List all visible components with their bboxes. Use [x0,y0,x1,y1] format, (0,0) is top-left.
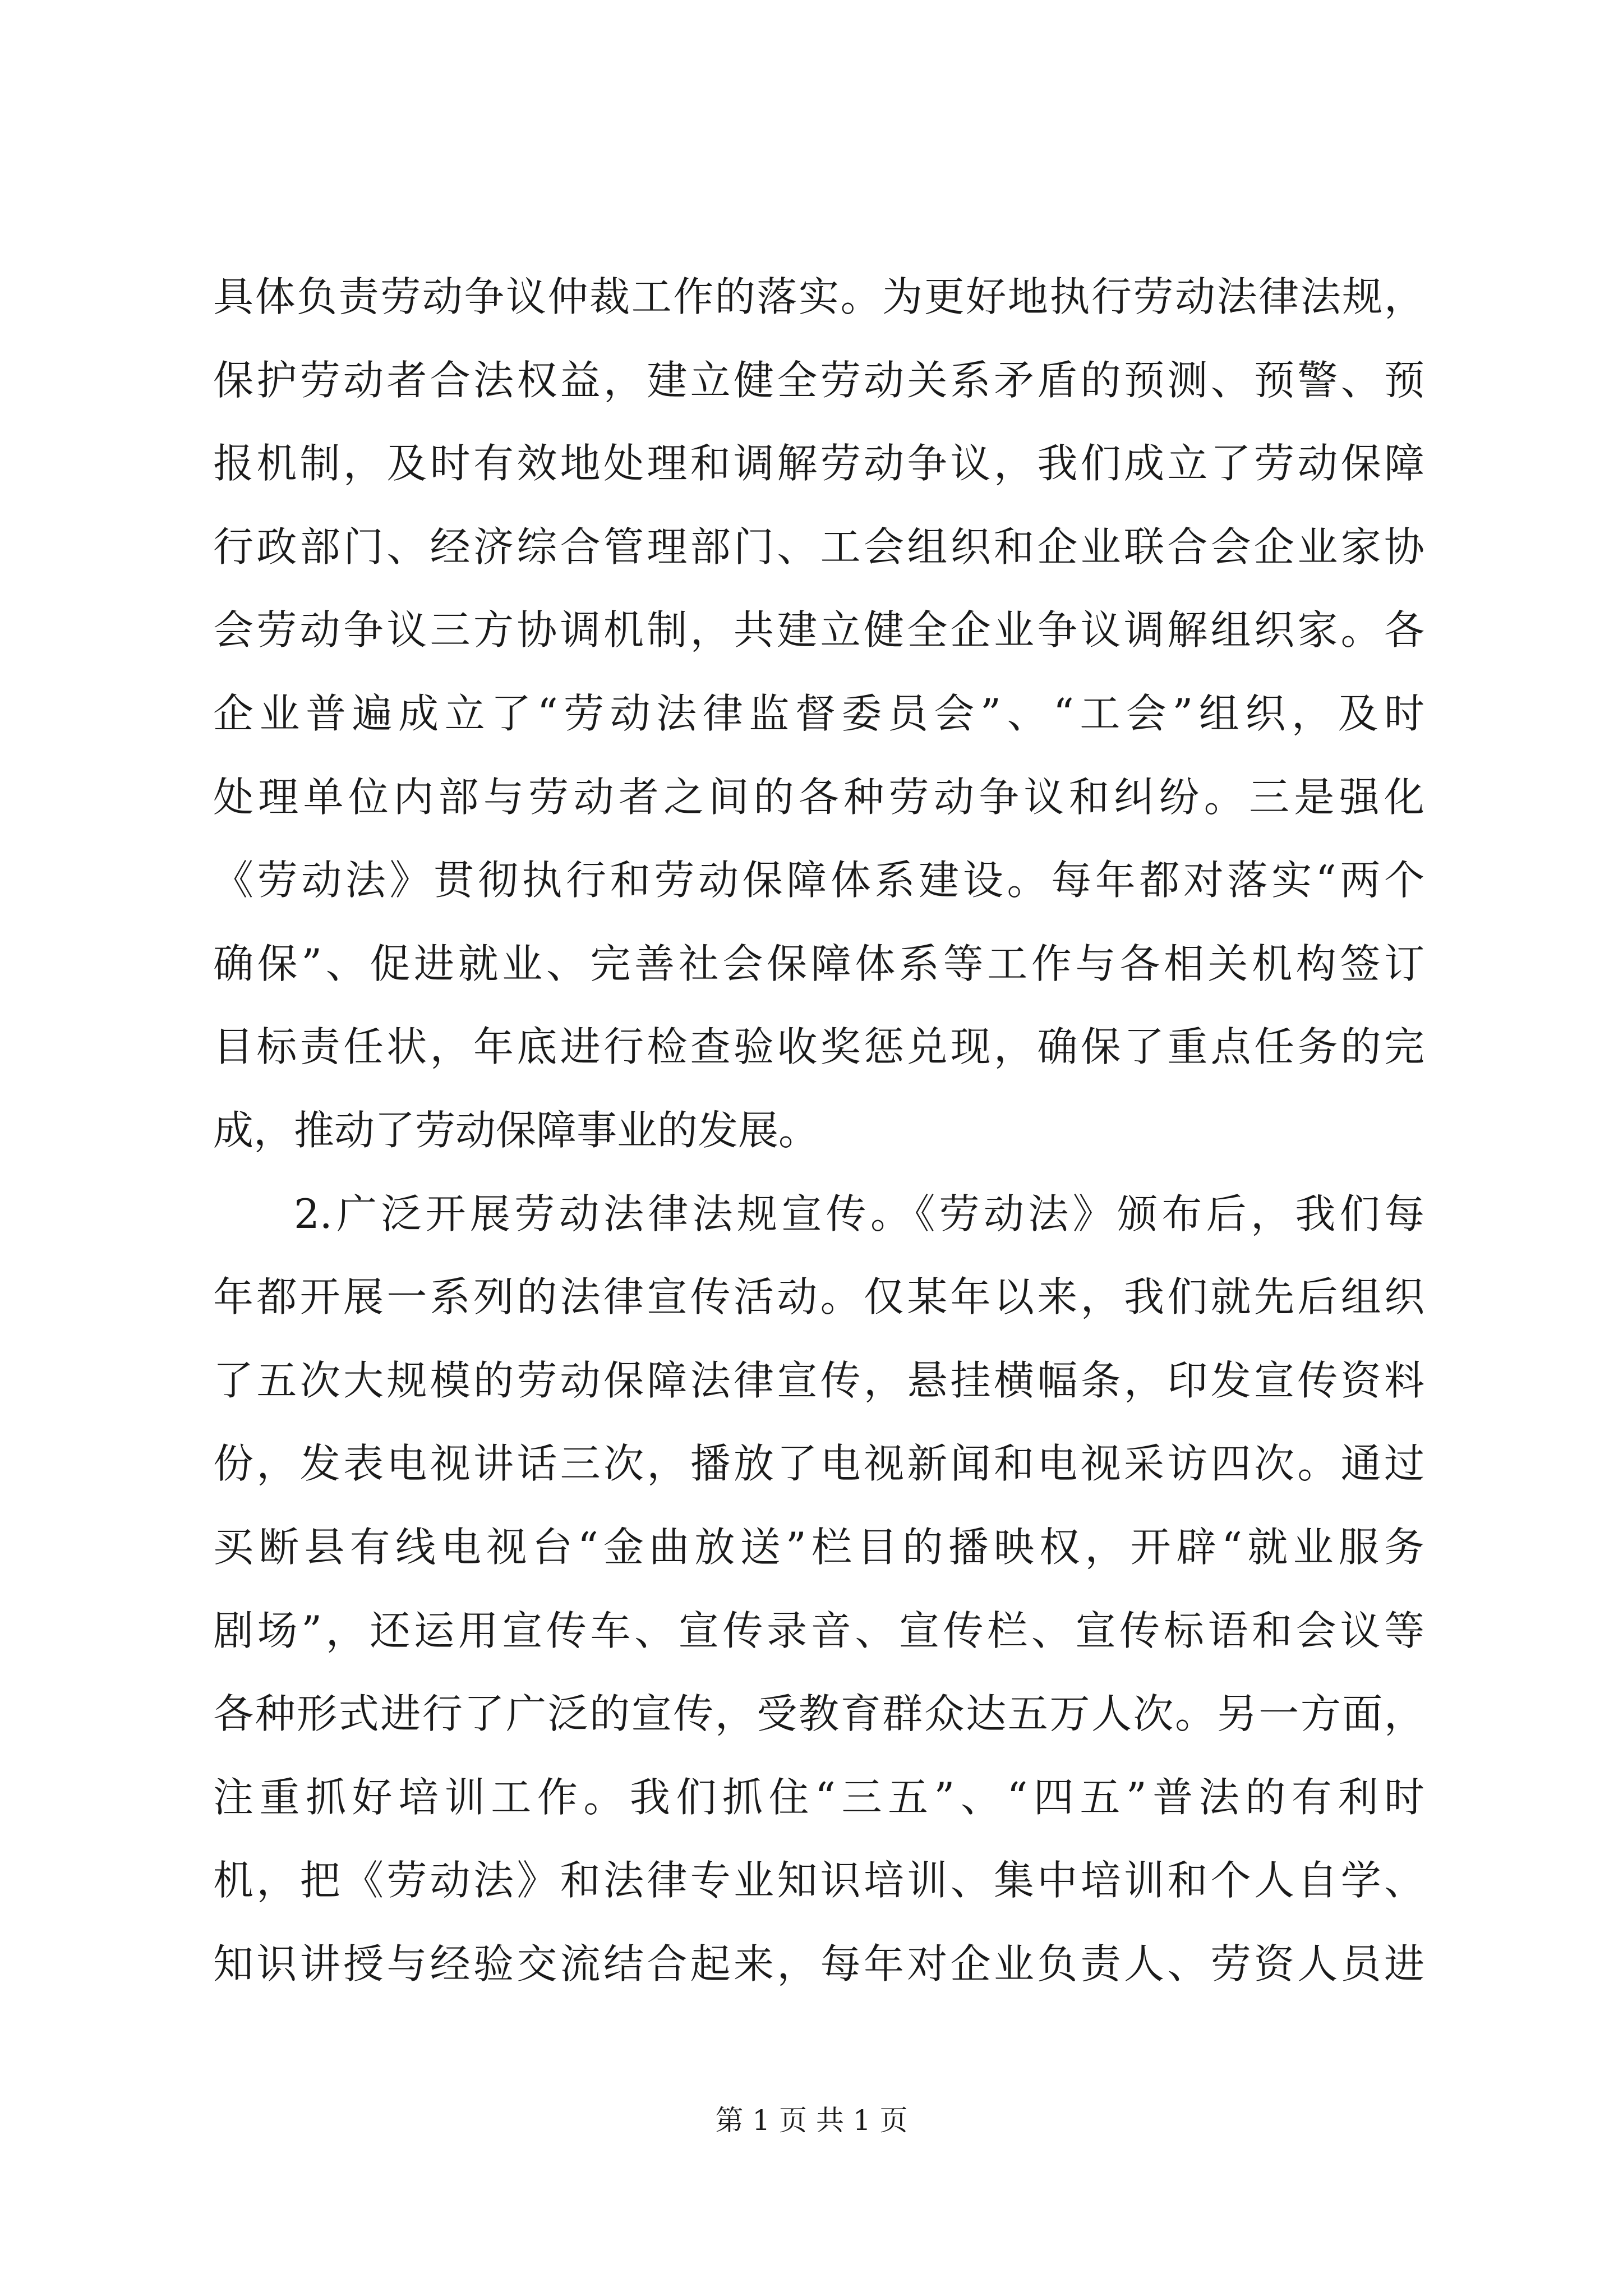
text-line: 目标责任状，年底进行检查验收奖惩兑现，确保了重点任务的完 [213,1023,1424,1071]
body-text [213,255,1424,2005]
text-line: 成，推动了劳动保障事业的发展。 [213,1106,819,1154]
text-line: 确保”、促进就业、完善社会保障体系等工作与各相关机构签订 [213,940,1424,987]
text-line: 买断县有线电视台“金曲放送”栏目的播映权，开辟“就业服务 [213,1523,1424,1571]
text-line: 年都开展一系列的法律宣传活动。仅某年以来，我们就先后组织 [213,1273,1424,1321]
text-line: 机，把《劳动法》和法律专业知识培训、集中培训和个人自学、 [213,1857,1424,1904]
paragraph-first-line: 2.广泛开展劳动法律法规宣传。《劳动法》颁布后，我们每 [294,1190,1424,1237]
text-line: 报机制，及时有效地处理和调解劳动争议，我们成立了劳动保障 [213,440,1424,487]
text-line: 企业普遍成立了“劳动法律监督委员会”、“工会”组织，及时 [213,689,1424,737]
text-line: 具体负责劳动争议仲裁工作的落实。为更好地执行劳动法律法规， [213,273,1424,320]
text-line: 会劳动争议三方协调机制，共建立健全企业争议调解组织家。各 [213,606,1424,654]
text-line: 行政部门、经济综合管理部门、工会组织和企业联合会企业家协 [213,523,1424,570]
text-line: 了五次大规模的劳动保障法律宣传，悬挂横幅条，印发宣传资料 [213,1356,1424,1404]
text-line: 处理单位内部与劳动者之间的各种劳动争议和纠纷。三是强化 [213,773,1424,821]
text-line: 保护劳动者合法权益，建立健全劳动关系矛盾的预测、预警、预 [213,356,1424,404]
page-footer: 第 1 页 共 1 页 [715,2104,908,2137]
text-line: 剧场”，还运用宣传车、宣传录音、宣传栏、宣传标语和会议等 [213,1607,1424,1654]
text-line: 注重抓好培训工作。我们抓住“三五”、“四五”普法的有利时 [213,1773,1424,1821]
text-line: 知识讲授与经验交流结合起来，每年对企业负责人、劳资人员进 [213,1940,1424,1987]
text-line: 《劳动法》贯彻执行和劳动保障体系建设。每年都对落实“两个 [213,857,1424,904]
text-line: 各种形式进行了广泛的宣传，受教育群众达五万人次。另一方面， [213,1690,1424,1738]
text-line: 份，发表电视讲话三次，播放了电视新闻和电视采访四次。通过 [213,1440,1424,1488]
